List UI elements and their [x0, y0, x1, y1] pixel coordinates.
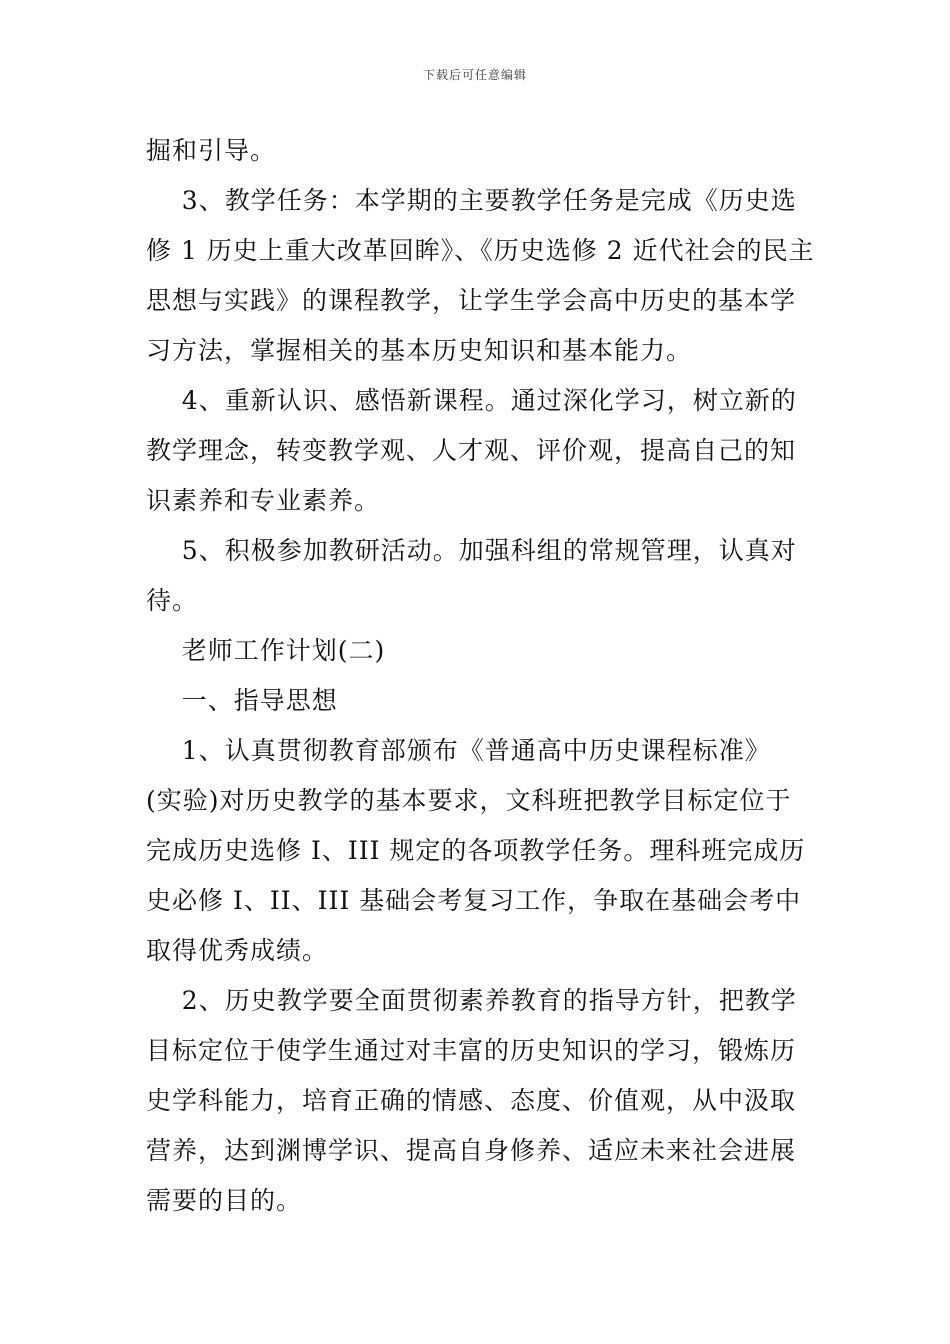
text-line: (实验)对历史教学的基本要求，文科班把教学目标定位于 [146, 786, 792, 815]
text-line: 取得优秀成绩。 [146, 936, 329, 965]
text-line: 待。 [146, 586, 199, 615]
page-header: 下载后可任意编辑 [422, 68, 527, 82]
text-line: 1、认真贯彻教育部颁布《普通高中历史课程标准》 [146, 736, 771, 765]
text-line: 史必修 I、II、III 基础会考复习工作，争取在基础会考中 [146, 886, 802, 915]
text-line: 5、积极参加教研活动。加强科组的常规管理，认真对 [146, 536, 797, 565]
text-line: 识素养和专业素养。 [146, 486, 381, 515]
subsection-heading: 一、指导思想 [146, 686, 338, 715]
text-line: 思想与实践》的课程教学，让学生学会高中历史的基本学 [146, 286, 797, 315]
text-line: 2、历史教学要全面贯彻素养教育的指导方针，把教学 [146, 986, 797, 1015]
text-line: 习方法，掌握相关的基本历史知识和基本能力。 [146, 336, 693, 365]
text-line: 营养，达到渊博学识、提高自身修养、适应未来社会进展 [146, 1136, 797, 1165]
section-heading: 老师工作计划(二) [146, 636, 386, 665]
text-line: 4、重新认识、感悟新课程。通过深化学习，树立新的 [146, 386, 797, 415]
text-line: 教学理念，转变教学观、人才观、评价观，提高自己的知 [146, 436, 797, 465]
text-line: 3、教学任务：本学期的主要教学任务是完成《历史选 [146, 186, 797, 215]
document-body [146, 126, 815, 1226]
text-line: 目标定位于使学生通过对丰富的历史知识的学习，锻炼历 [146, 1036, 797, 1065]
text-line: 完成历史选修 I、III 规定的各项教学任务。理科班完成历 [146, 836, 806, 865]
text-line: 史学科能力，培育正确的情感、态度、价值观，从中汲取 [146, 1086, 797, 1115]
text-line: 掘和引导。 [146, 136, 277, 165]
text-line: 修 1 历史上重大改革回眸》、《历史选修 2 近代社会的民主 [146, 236, 815, 265]
text-line: 需要的目的。 [146, 1186, 303, 1215]
